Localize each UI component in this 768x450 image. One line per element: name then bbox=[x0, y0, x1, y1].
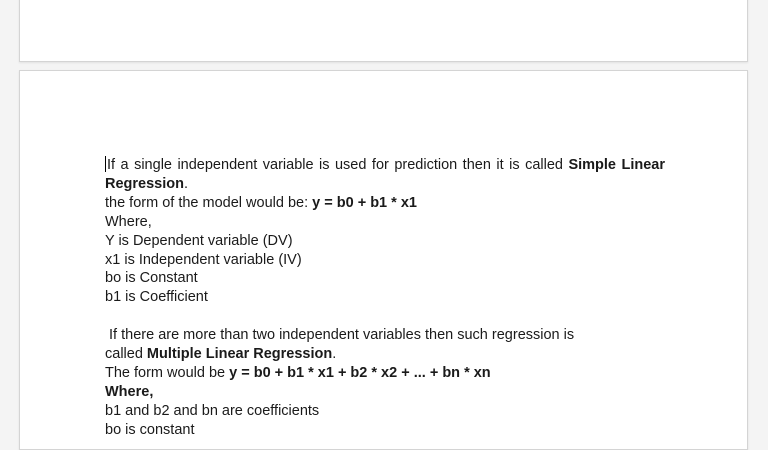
text-cursor bbox=[105, 156, 106, 172]
blank-line bbox=[105, 307, 665, 326]
definition-line: bo is constant bbox=[105, 421, 195, 438]
definition-line: bo is Constant bbox=[105, 270, 198, 287]
where-label: Where, bbox=[105, 213, 152, 230]
form-line: The form would be y = b0 + b1 * x1 + b2 * x2 + ... + bn * xn bbox=[105, 364, 491, 381]
definition-line: Y is Dependent variable (DV) bbox=[105, 232, 293, 249]
paragraph-1-line-2: Regression. bbox=[105, 175, 189, 192]
paragraph-1-line-1: If a single independent variable is used for prediction then it is called Simple Linear bbox=[107, 157, 665, 173]
previous-page bbox=[19, 0, 748, 62]
document-page bbox=[19, 70, 748, 450]
definition-line: b1 and b2 and bn are coefficients bbox=[105, 402, 320, 419]
document-body[interactable] bbox=[105, 156, 665, 440]
where-label-bold: Where, bbox=[105, 383, 154, 400]
paragraph-2-line-2: called Multiple Linear Regression. bbox=[105, 346, 337, 363]
definition-line: x1 is Independent variable (IV) bbox=[105, 251, 302, 268]
definition-line: b1 is Coefficient bbox=[105, 289, 208, 306]
paragraph-2-line-1: If there are more than two independent variables then such regression is bbox=[105, 327, 575, 344]
model-form-line: the form of the model would be: y = b0 + b1 * x1 bbox=[105, 194, 417, 211]
